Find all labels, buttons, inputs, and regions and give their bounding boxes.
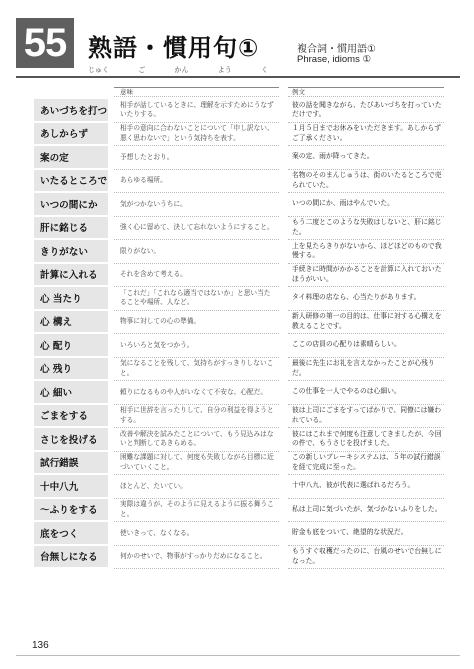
meaning-cell: [114, 475, 279, 499]
idiom-term: きりがない: [40, 246, 88, 258]
idiom-term: 心 細い: [40, 387, 73, 399]
meaning-text: 改善や解決を試みたことについて、もう見込みはないと判断してあきらめる。: [120, 429, 274, 448]
meaning-text: 気になることを残して、気持ちがすっきりしないこと。: [120, 359, 274, 377]
example-cell: [288, 381, 444, 405]
subtitle-chinese: 複合詞・慣用語①: [297, 44, 376, 55]
lesson-number-badge: 55: [16, 18, 74, 68]
idiom-term: 心 構え: [40, 317, 73, 329]
page-title: 熟語・慣用句①: [88, 34, 260, 62]
example-sentence: 名物のそのまんじゅうは、街のいたるところで売られていた。: [292, 171, 442, 189]
table-row: [34, 146, 444, 170]
idiom-term-cell: [34, 311, 108, 335]
idiom-term: 心 残り: [40, 364, 73, 376]
example-sentence: この仕事を一人でやるのは心細い。: [292, 387, 401, 396]
idiom-term-cell: [34, 99, 108, 123]
idiom-term-cell: [34, 381, 108, 405]
meaning-text: 何かのせいで、物事がすっかりだめになること。: [120, 552, 267, 560]
table-row: [34, 99, 444, 123]
example-cell: [288, 193, 444, 217]
idiom-term: あいづちを打つ: [40, 105, 108, 117]
example-sentence: タイ料理の店なら、心当たりがあります。: [292, 293, 421, 302]
example-cell: [288, 405, 444, 429]
example-sentence: 私は上司に気づいたが、気づかないふりをした。: [292, 504, 442, 513]
idiom-term-cell: [34, 452, 108, 476]
meaning-cell: [114, 358, 279, 382]
example-cell: [288, 546, 444, 570]
meaning-text: いろいろと気をつかう。: [120, 340, 194, 349]
table-row: [34, 499, 444, 523]
meaning-cell: [114, 264, 279, 288]
meaning-cell: [114, 311, 279, 335]
idiom-term-cell: [34, 475, 108, 499]
idiom-term-cell: [34, 170, 108, 194]
table-row: [34, 287, 444, 311]
idiom-term: 底をつく: [40, 528, 79, 540]
example-cell: [288, 311, 444, 335]
title-reading-syllable: ご: [138, 66, 146, 74]
meaning-text: 相手の意向に合わないことについて「申し訳ない、悪く思わないで」という気持ちを表す。: [120, 124, 274, 142]
meaning-cell: [114, 428, 279, 452]
idiom-term: 心 当たり: [40, 293, 82, 305]
example-cell: [288, 99, 444, 123]
example-sentence: 上を見たらきりがないから、ほどほどのもので我慢する。: [292, 241, 442, 260]
table-row: [34, 334, 444, 358]
idiom-table: [34, 99, 444, 569]
meaning-text: 使いきって、なくなる。: [120, 528, 194, 537]
example-sentence: この新しいブレーキシステムは、５年の試行錯誤を経て完成に至った。: [292, 453, 441, 471]
example-sentence: 彼の話を聞きながら、たびあいづちを打っていただけです。: [292, 100, 442, 119]
idiom-term-cell: [34, 522, 108, 546]
table-row: [34, 193, 444, 217]
table-row: [34, 170, 444, 194]
page-number: 136: [32, 640, 49, 651]
title-reading-syllable: く: [261, 66, 268, 74]
title-reading-syllable: よう: [217, 66, 232, 74]
example-cell: [288, 452, 444, 476]
idiom-term: いたるところで: [40, 176, 108, 188]
example-cell: [288, 123, 444, 147]
meaning-text: 「これだ」「これなら適当ではないか」と思い当たることや場所、人など。: [120, 288, 271, 307]
example-sentence: 彼にはこれまで何度も注意してきましたが、今回の件で、もうさじを投げました。: [292, 429, 442, 448]
meaning-cell: [114, 123, 279, 147]
table-row: [34, 240, 444, 264]
meaning-text: 相手に世辞を言ったりして、自分の利益を得ようとする。: [120, 406, 274, 424]
meaning-cell: [114, 217, 279, 241]
subtitle-english: Phrase, idioms ①: [297, 54, 371, 65]
idiom-term: 試行錯誤: [40, 458, 79, 470]
idiom-term: 台無しになる: [40, 552, 98, 564]
example-sentence: いつの間にか、雨はやんでいた。: [292, 199, 394, 208]
idiom-term: 肝に銘じる: [40, 223, 88, 235]
idiom-term-cell: [34, 499, 108, 523]
meaning-cell: [114, 546, 279, 570]
meaning-text: 実際は違うが、そのように見えるように振る舞うこと。: [120, 500, 274, 518]
example-cell: [288, 146, 444, 170]
example-cell: [288, 170, 444, 194]
title-reading-syllable: かん: [174, 66, 189, 74]
table-row: [34, 405, 444, 429]
idiom-term-cell: [34, 193, 108, 217]
example-sentence: 十中八九、彼が代表に選ばれるだろう。: [292, 481, 415, 490]
table-row: [34, 546, 444, 570]
meaning-text: 困難な課題に対して、何度も失敗しながら目標に近づいていくこと。: [120, 453, 274, 471]
example-cell: [288, 240, 444, 264]
example-cell: [288, 287, 444, 311]
example-sentence: 新人研修の第一の目的は、仕事に対する心構えを教えることです。: [292, 312, 442, 330]
example-cell: [288, 217, 444, 241]
idiom-term: 心 配り: [40, 340, 73, 352]
idiom-term: あしからず: [40, 129, 88, 141]
example-cell: [288, 522, 444, 546]
meaning-text: 相手が話しているときに、理解を示すためにうなずいたりする。: [120, 100, 274, 119]
idiom-term-cell: [34, 546, 108, 570]
example-sentence: もうすぐ収穫だったのに、台風のせいで台無しになった。: [292, 547, 442, 565]
idiom-term: 十中八九: [40, 481, 79, 493]
table-row: [34, 123, 444, 147]
table-row: [34, 358, 444, 382]
idiom-term-cell: [34, 240, 108, 264]
idiom-term: 案の定: [40, 152, 69, 164]
meaning-text: 頼りになるものや人がいなくて不安な、心配だ。: [120, 387, 268, 396]
meaning-cell: [114, 334, 279, 358]
meaning-cell: [114, 287, 279, 311]
idiom-term-cell: [34, 334, 108, 358]
title-reading: [88, 65, 268, 75]
idiom-term-cell: [34, 358, 108, 382]
table-row: [34, 428, 444, 452]
table-row: [34, 452, 444, 476]
meaning-text: 気がつかないうちに。: [120, 199, 187, 208]
example-cell: [288, 358, 444, 382]
column-header-meaning: 意味: [114, 87, 279, 97]
idiom-term: ごまをする: [40, 411, 88, 423]
idiom-term-cell: [34, 264, 108, 288]
example-sentence: 最後に先生にお礼を言えなかったことが心残りだ。: [292, 359, 435, 377]
idiom-term-cell: [34, 287, 108, 311]
meaning-text: ほとんど、たいてい。: [120, 481, 187, 490]
example-cell: [288, 499, 444, 523]
idiom-term-cell: [34, 123, 108, 147]
idiom-term-cell: [34, 217, 108, 241]
meaning-cell: [114, 170, 279, 194]
example-sentence: 彼は上司にごまをすってばかりで、同僚には嫌われている。: [292, 406, 441, 424]
idiom-term-cell: [34, 428, 108, 452]
meaning-cell: [114, 452, 279, 476]
idiom-term-cell: [34, 405, 108, 429]
table-row: [34, 475, 444, 499]
example-sentence: ここの店員の心配りは素晴らしい。: [292, 340, 401, 349]
example-cell: [288, 428, 444, 452]
meaning-cell: [114, 193, 279, 217]
example-cell: [288, 475, 444, 499]
example-cell: [288, 264, 444, 288]
meaning-cell: [114, 240, 279, 264]
example-sentence: 貯金も底をついて、絶望的な状況だ。: [292, 528, 408, 537]
example-cell: [288, 334, 444, 358]
table-row: [34, 381, 444, 405]
meaning-text: 限りがない。: [120, 246, 161, 255]
idiom-term: 〜ふりをする: [40, 505, 98, 517]
header-divider: [16, 76, 460, 78]
meaning-cell: [114, 146, 279, 170]
meaning-cell: [114, 99, 279, 123]
column-header-example: 例文: [288, 87, 444, 97]
table-row: [34, 522, 444, 546]
meaning-text: 予想したとおり。: [120, 152, 174, 161]
example-sentence: １月５日までお休みをいただきます。あしからずご了承ください。: [292, 124, 441, 142]
meaning-cell: [114, 522, 279, 546]
title-reading-syllable: じゅく: [88, 66, 109, 74]
table-column-headers: [34, 87, 444, 97]
example-sentence: 手続きに時間がかかることを計算に入れておいたほうがいい。: [292, 265, 442, 283]
meaning-text: あらゆる場所。: [120, 176, 167, 184]
meaning-cell: [114, 499, 279, 523]
table-row: [34, 311, 444, 335]
meaning-cell: [114, 405, 279, 429]
meaning-text: 強く心に留めて、決して忘れないようにすること。: [120, 223, 274, 231]
idiom-term: 計算に入れる: [40, 270, 98, 282]
example-sentence: 案の定、雨が降ってきた。: [292, 152, 374, 161]
table-row: [34, 264, 444, 288]
table-row: [34, 217, 444, 241]
footer-divider: [16, 655, 460, 656]
idiom-term: いつの間にか: [40, 199, 98, 211]
example-sentence: もう二度とこのような失敗はしないと、肝に銘じた。: [292, 218, 442, 236]
meaning-cell: [114, 381, 279, 405]
meaning-text: それを含めて考える。: [120, 270, 187, 278]
meaning-text: 物事に対しての心の準備。: [120, 317, 201, 325]
idiom-term: さじを投げる: [40, 434, 98, 446]
idiom-term-cell: [34, 146, 108, 170]
